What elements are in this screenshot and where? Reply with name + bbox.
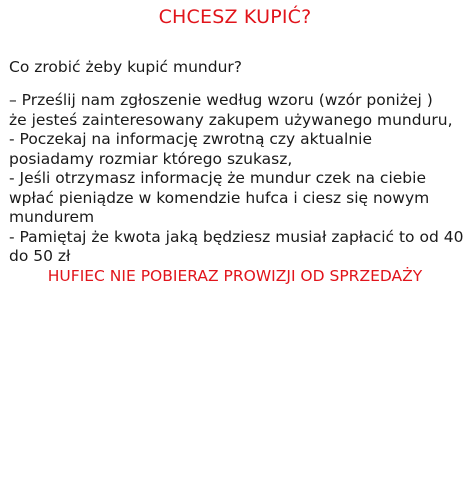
instruction-line: – Prześlij nam zgłoszenie według wzoru (wzór poniżej ) bbox=[9, 91, 433, 109]
page-title: CHCESZ KUPIĆ? bbox=[158, 6, 312, 28]
instruction-line: do 50 zł bbox=[9, 247, 71, 265]
commission-notice: HUFIEC NIE POBIERAZ PROWIZJI OD SPRZEDAŻY bbox=[47, 267, 423, 285]
instruction-line: - Pamiętaj że kwota jaką będziesz musiał zapłacić to od 40 bbox=[9, 227, 464, 246]
instruction-line: mundurem bbox=[9, 208, 95, 226]
instruction-line: - Poczekaj na informację zwrotną czy aktualnie bbox=[9, 130, 372, 148]
question-heading: Co zrobić żeby kupić mundur? bbox=[9, 58, 243, 76]
instructions-text bbox=[9, 91, 464, 267]
instruction-line: wpłać pieniądze w komendzie hufca i ciesz się nowym bbox=[9, 188, 430, 207]
instruction-line: posiadamy rozmiar którego szukasz, bbox=[9, 149, 293, 168]
instruction-line: - Jeśli otrzymasz informację że mundur czek na ciebie bbox=[9, 169, 426, 187]
instruction-line: że jesteś zainteresowany zakupem używanego munduru, bbox=[9, 110, 453, 129]
